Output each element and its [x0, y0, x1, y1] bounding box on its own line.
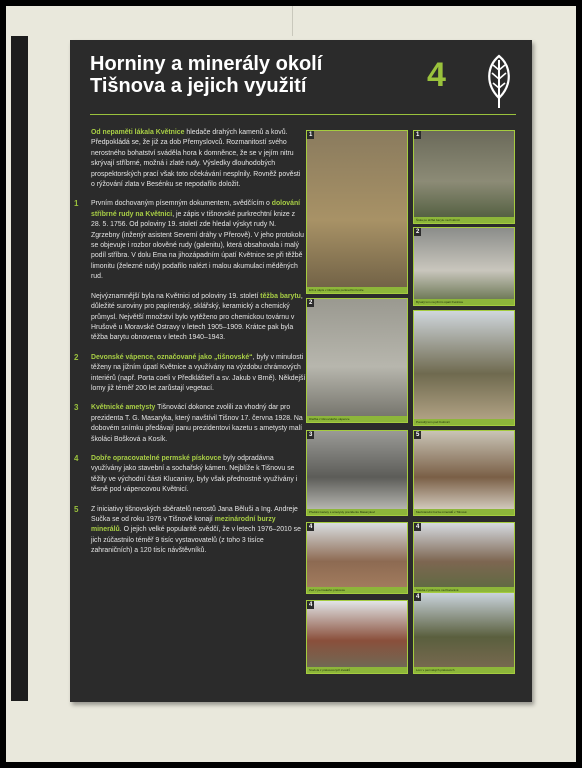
photo-number-tag: 1	[309, 132, 313, 138]
highlight-text: dolování stříbrné rudy na Květnici	[91, 200, 301, 218]
info-board	[70, 40, 532, 702]
photo-caption: Bývalý lom na jižním úpatí Květnice	[414, 299, 514, 305]
photo-caption: Stavba z pískovce na Klucanině	[414, 587, 514, 593]
paragraph-4	[74, 353, 306, 395]
paragraph-3	[74, 292, 306, 344]
highlight-text: Dobře opracovatelné permské pískovce	[91, 454, 222, 462]
photo-number-tag: 2	[309, 300, 313, 306]
paragraph-1	[74, 128, 306, 190]
paragraph-5	[74, 403, 306, 445]
body-text: Nejvýznamnější byla na Květnici od poloviny 19. století	[91, 292, 261, 300]
photo-caption: Porostlý lom pod Květnicí	[414, 419, 514, 425]
photo-caption: Štola po těžbě barytu na Květnici	[414, 217, 514, 223]
photo-image	[307, 601, 407, 673]
photo-image	[414, 311, 514, 425]
photo-caption: Dlažba z tišnovského vápence	[307, 416, 407, 422]
photo-caption: Zeď z permského pískovce	[307, 587, 407, 593]
paragraph-2	[74, 199, 306, 282]
wall-seam	[292, 6, 293, 36]
body-text: byly odpradávna využívány jako stavební a sochařský kámen. Nejblíže k Tišnovu se těžily ve východní části Klucaniny, byly však přednostně využívány i těsně pod vápencovou Květnicí.	[91, 454, 298, 494]
paragraph-6	[74, 454, 306, 496]
photo-7	[413, 430, 515, 516]
text-column	[74, 128, 306, 566]
highlight-text: Od nepaměti lákala Květnice	[91, 129, 185, 136]
body-text: . O jejich velké popularitě svědčí, že v letech 1976–2010 se jich zúčastnilo téměř 9 tisíc vystavovatelů (z toho 3 tisíce zahraničních) a 120 tisíc návštěvníků.	[91, 526, 301, 555]
photo-number-tag: 4	[309, 524, 313, 530]
photo-image	[307, 299, 407, 422]
paragraph-number: 4	[74, 453, 79, 463]
photo-number-tag: 5	[416, 432, 420, 438]
photo-1	[306, 130, 408, 294]
photo-caption: Předání kazety s ametysty prezidentu Masarykovi	[307, 509, 407, 515]
highlight-text: Květnické ametysty	[91, 404, 156, 412]
board-title	[90, 53, 322, 97]
photo-number-tag: 4	[309, 602, 313, 608]
photo-11	[413, 592, 515, 674]
photo-image	[414, 431, 514, 515]
photo-number-tag: 2	[416, 229, 420, 235]
photo-5	[413, 310, 515, 426]
highlight-text: mezinárodní burzy minerálů	[91, 516, 276, 534]
highlight-text: Devonské vápence, označované jako „tišnovské“	[91, 353, 253, 361]
paragraph-number: 3	[74, 403, 79, 413]
title-divider	[90, 114, 516, 115]
paragraph-number: 5	[74, 504, 79, 514]
adjacent-panel-edge	[11, 36, 28, 701]
photo-image	[414, 593, 514, 673]
body-text: Tišnovácí dokonce zvolili za vhodný dar pro prezidenta T. G. Masaryka, který navštívil Tišnov 17. června 1928. Na dobovém snímku předávají panu prezidentovi kazetu s ametysty malí školáci Bošková a Kosík.	[91, 404, 303, 443]
body-text: , je zápis v tišnovské purkrechtní knize z 28. 5. 1756. Od poloviny 19. století zde hledal výskyt rudy N. Zgrzebny (inženýr asistent Severní dráhy v Přerově). V jeho protokolu se objevuje i rozbor olověné rudy (galenitu), která obsahovala i malý podíl stříbra. V dolu Ema na jihozápadním úpatí Květnice se při těžbě limonitu (železné rudy) podařilo nalézt i malou akumulaci měděných rud.	[91, 210, 304, 281]
body-text: Prvním dochovaným písemným dokumentem, svědčícím o	[91, 200, 272, 208]
photo-10	[306, 600, 408, 674]
photo-3	[306, 298, 408, 423]
body-text: hledače drahých kamenů a kovů. Předpokládá se, že již za dob Přemyslovců. Rozmanitostí svého nerostného bohatství sváděla hora k domněnce, že se v jejím nitru skrývají stříbrné, možná i zlaté rudy. Výsledky dlouhodobých prospektorských prací však toto očekávání nesplnily. Rovněž pověsti o rýžování zlata v Besénku se nepodařilo doložit.	[91, 129, 301, 189]
body-text: Z iniciativy tišnovských sběratelů nerostů Jana Běluši a Ing. Andreje Sučka se od roku 1976 v Tišnově konají	[91, 505, 298, 523]
photo-number-tag: 4	[416, 524, 420, 530]
photo-image	[414, 523, 514, 593]
photo-number-tag: 1	[416, 132, 420, 138]
photo-number-tag: 3	[309, 432, 313, 438]
paragraph-number: 1	[74, 199, 79, 209]
paragraph-number: 2	[74, 352, 79, 362]
photo-caption: Erb a nápis v tišnovské purkrechtní knize	[307, 287, 407, 293]
panel-number: 4	[427, 56, 446, 94]
photo-caption: Mezinárodní burza minerálů v Tišnově	[414, 509, 514, 515]
photo-2	[413, 130, 515, 224]
photo-image	[307, 523, 407, 593]
photo-image	[307, 431, 407, 515]
photo-8	[306, 522, 408, 594]
highlight-text: těžba barytu	[260, 292, 301, 300]
title-line-2: Tišnova a jejich využití	[90, 75, 307, 97]
photo-4	[413, 227, 515, 306]
photo-9	[413, 522, 515, 594]
body-text: , byly v minulosti těženy na jižním úpatí Květnice a využívány na výzdobu chrámových interiérů (např. Porta coeli v Předklášteří a sv. Jakub v Brně). Někdejší lomy již téměř 200 let zarůstají vegetací.	[91, 353, 306, 392]
body-text: , důležité suroviny pro papírenský, sklářský, keramický a chemický průmysl. Největší množství bylo vytěženo pro chemickou továrnu v Hrušově u Moravské Ostravy v letech 1905–1909. Krátce pak byla těžba barytu obnovena v letech 1940–1943.	[91, 292, 303, 342]
paragraph-7	[74, 505, 306, 557]
photo-image	[307, 131, 407, 293]
leaf-icon	[484, 54, 514, 110]
photo-caption: Lom v permských pískovcích	[414, 667, 514, 673]
photo-image	[414, 131, 514, 223]
photo-number-tag: 4	[416, 594, 420, 600]
photo-caption: Stodola z pískovcových kvádrů	[307, 667, 407, 673]
photo-6	[306, 430, 408, 516]
photo-image	[414, 228, 514, 305]
title-line-1: Horniny a minerály okolí	[90, 53, 323, 75]
